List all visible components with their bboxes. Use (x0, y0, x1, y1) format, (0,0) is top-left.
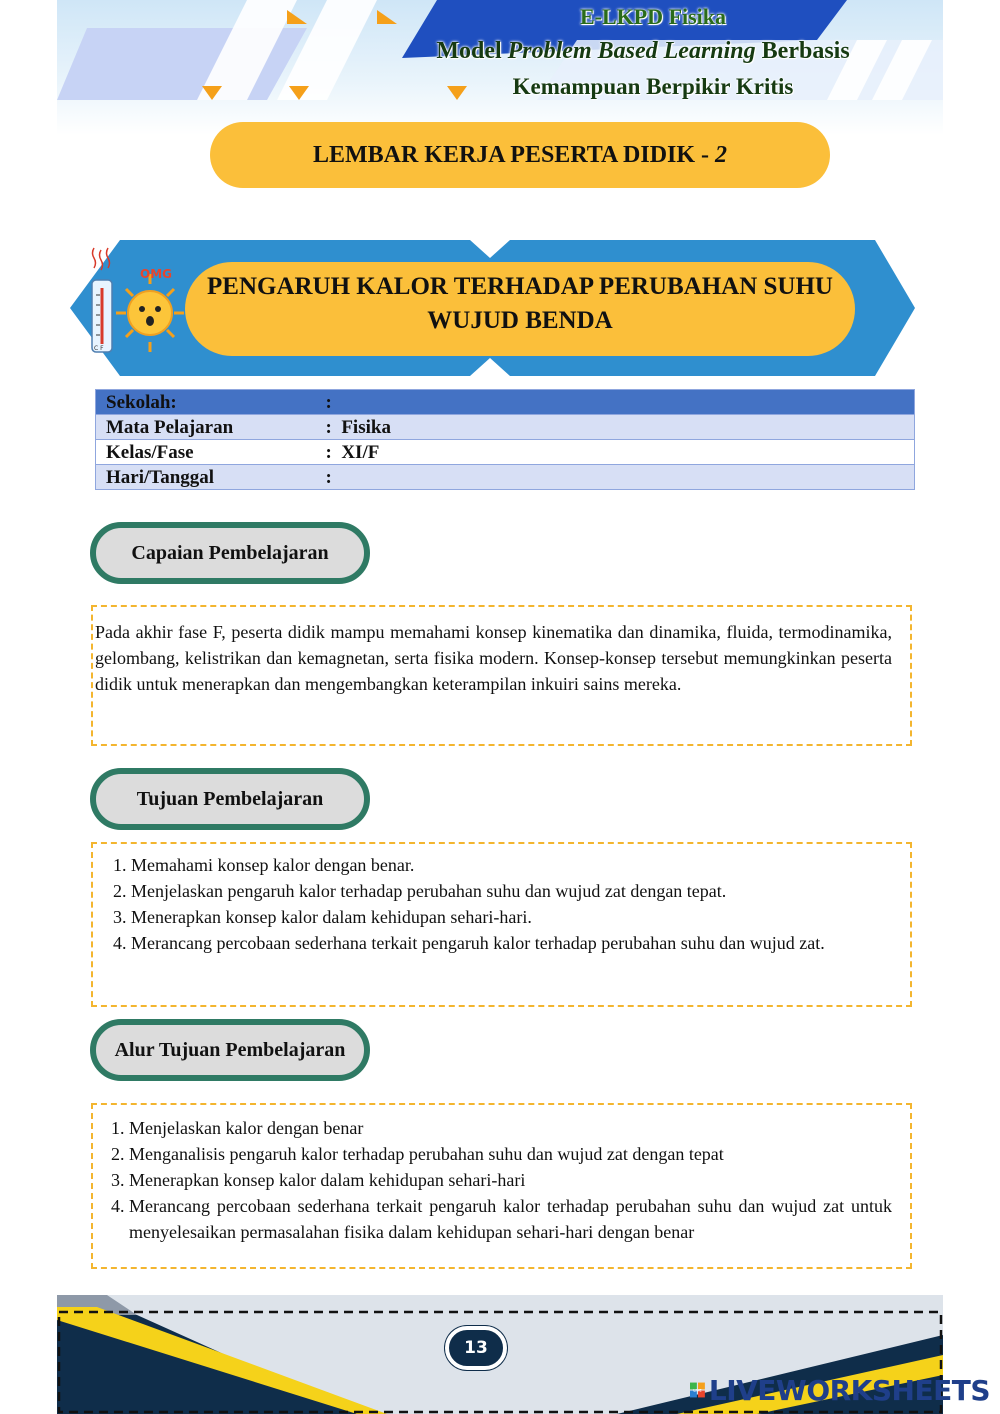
title-banner (70, 240, 915, 378)
list-number: 4. (111, 1196, 125, 1216)
tujuan-list (113, 852, 892, 956)
list-text: Merancang percobaan sederhana terkait pengaruh kalor terhadap perubahan suhu dan wujud zat. (131, 933, 825, 953)
list-item (111, 1141, 892, 1167)
section-capaian-heading: Capaian Pembelajaran (90, 522, 370, 584)
header-model-name: Problem Based Learning (507, 38, 756, 64)
list-item (113, 852, 892, 878)
liveworksheets-logo[interactable] (690, 1372, 990, 1408)
list-item (111, 1115, 892, 1141)
list-number: 1. (111, 1118, 125, 1138)
list-number: 4. (113, 933, 127, 953)
list-item (113, 878, 892, 904)
section-tujuan-heading: Tujuan Pembelajaran (90, 768, 370, 830)
header-title: E-LKPD Fisika (579, 4, 727, 29)
identity-table (95, 389, 915, 490)
lkpd-title-pill (210, 122, 830, 188)
identity-value-field[interactable] (316, 465, 915, 490)
list-item (111, 1193, 892, 1245)
identity-label: Hari/Tanggal (96, 465, 316, 490)
capaian-box (91, 605, 912, 746)
identity-value-field (316, 415, 915, 440)
section-alur-heading: Alur Tujuan Pembelajaran (90, 1019, 370, 1081)
omg-label: OMG (140, 267, 172, 281)
identity-sep: : (325, 441, 332, 463)
tujuan-box (91, 842, 912, 1007)
main-topic-line1: PENGARUH KALOR TERHADAP PERUBAHAN SUHU (207, 273, 833, 300)
identity-value: Fisika (341, 416, 391, 438)
header-subtitle: Kemampuan Berpikir Kritis (512, 74, 794, 99)
list-text: Menerapkan konsep kalor dalam kehidupan sehari-hari. (131, 907, 532, 927)
lkpd-number: 2 (715, 141, 728, 168)
main-topic-line2: WUJUD BENDA (427, 307, 613, 334)
identity-sep: : (325, 416, 332, 438)
thermometer-icon (92, 248, 112, 352)
identity-sep: : (325, 391, 332, 413)
thermometer-scale: C F (94, 345, 104, 352)
list-number: 2. (113, 881, 127, 901)
main-topic-title (185, 270, 855, 338)
list-number: 3. (111, 1170, 125, 1190)
header-model-line (343, 38, 943, 65)
identity-row-mapel (96, 415, 915, 440)
identity-label: Kelas/Fase (96, 440, 316, 465)
identity-value-field (316, 440, 915, 465)
alur-list (111, 1115, 892, 1245)
list-number: 2. (111, 1144, 125, 1164)
list-item (111, 1167, 892, 1193)
identity-row-sekolah (96, 390, 915, 415)
page-header (57, 0, 943, 135)
identity-label: Sekolah: (96, 390, 316, 415)
identity-sep: : (325, 466, 332, 488)
lkpd-label: LEMBAR KERJA PESERTA DIDIK - (312, 141, 710, 168)
list-text: Menganalisis pengaruh kalor terhadap perubahan suhu dan wujud zat dengan tepat (129, 1144, 724, 1164)
identity-row-kelas (96, 440, 915, 465)
identity-value: XI/F (341, 441, 380, 463)
page-number-badge: 13 (445, 1326, 507, 1370)
header-model-prefix: Model (436, 38, 508, 64)
list-text: Menjelaskan kalor dengan benar (129, 1118, 364, 1138)
list-item (113, 904, 892, 930)
list-text: Memahami konsep kalor dengan benar. (131, 855, 415, 875)
list-text: Menerapkan konsep kalor dalam kehidupan sehari-hari (129, 1170, 526, 1190)
alur-box (91, 1103, 912, 1269)
identity-label: Mata Pelajaran (96, 415, 316, 440)
list-number: 1. (113, 855, 127, 875)
liveworksheets-brand: LIVEWORKSHEETS (708, 1373, 990, 1407)
list-number: 3. (113, 907, 127, 927)
list-item (113, 930, 892, 956)
list-text: Menjelaskan pengaruh kalor terhadap perubahan suhu dan wujud zat dengan tepat. (131, 881, 727, 901)
liveworksheets-icon-text: LIVE (693, 1388, 702, 1393)
capaian-text: Pada akhir fase F, peserta didik mampu memahami konsep kinematika dan dinamika, fluida, termodinamika, gelombang, kelistrikan dan kemagnetan, serta fisika modern. Konsep-konsep tersebut memungkinkan peserta didik untuk menerapkan dan mengembangkan keterampilan inkuiri sains mereka. (95, 622, 892, 694)
identity-row-tanggal (96, 465, 915, 490)
header-model-suffix: Berbasis (755, 38, 850, 64)
identity-value-field[interactable] (316, 390, 915, 415)
liveworksheets-icon (690, 1377, 705, 1403)
list-text: Merancang percobaan sederhana terkait pengaruh kalor terhadap perubahan suhu dan wujud zat untuk menyelesaikan permasalahan fisika dalam kehidupan sehari-hari dengan benar (129, 1196, 892, 1242)
